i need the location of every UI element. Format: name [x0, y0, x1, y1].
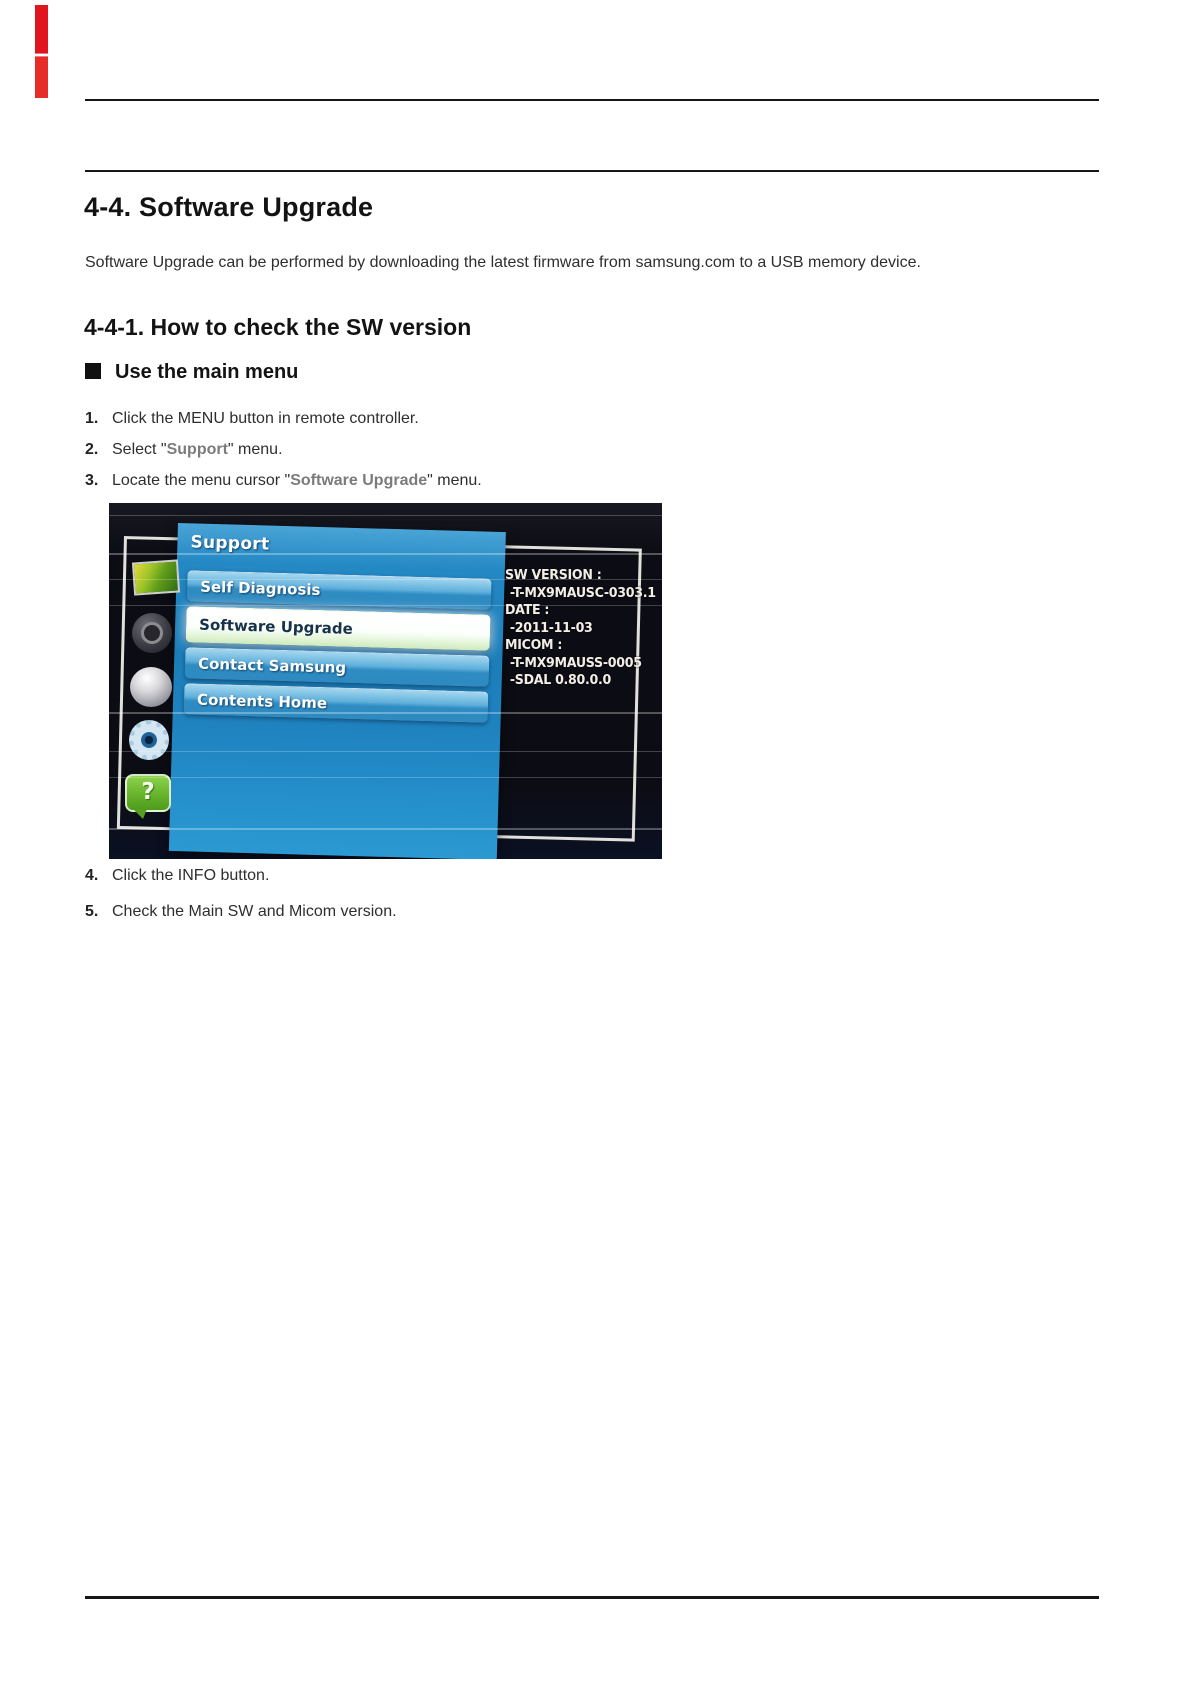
scan-line — [109, 712, 662, 714]
info-line: -2011-11-03 — [509, 620, 593, 636]
step-5 — [85, 903, 397, 921]
header-rule-top — [85, 99, 1099, 101]
step-emphasis: Support — [166, 441, 228, 458]
support-menu-panel — [169, 523, 506, 859]
info-line: MICOM : — [505, 638, 563, 653]
support-menu-title: Support — [190, 532, 270, 555]
menu-item-contact-samsung: Contact Samsung — [185, 647, 490, 686]
use-main-menu-label: Use the main menu — [115, 361, 299, 383]
settings-gear-icon — [129, 720, 169, 760]
step-number: 1. — [85, 410, 99, 427]
help-icon: ? — [125, 774, 171, 812]
step-text: Click the INFO button. — [112, 867, 270, 884]
section-intro: Software Upgrade can be performed by downloading the latest firmware from samsung.com to a USB memory device. — [85, 254, 921, 271]
scan-line — [109, 553, 662, 555]
info-line: -T-MX9MAUSC-0303.1 — [509, 585, 656, 601]
step-text: Locate the menu cursor " — [112, 472, 291, 489]
scan-line — [109, 828, 662, 830]
info-line: DATE : — [505, 603, 550, 618]
sound-icon — [132, 613, 172, 653]
step-text: Check the Main SW and Micom version. — [112, 903, 397, 920]
step-emphasis: Software Upgrade — [290, 472, 428, 489]
step-number: 5. — [85, 903, 99, 920]
scan-line — [109, 777, 662, 778]
use-main-menu-heading — [85, 361, 298, 384]
square-bullet-icon — [85, 363, 101, 379]
step-2: 2. Select "Support" menu. — [85, 441, 283, 458]
scan-line — [109, 579, 662, 580]
info-line: SW VERSION : — [505, 568, 602, 583]
subsection-title: 4-4-1. How to check the SW version — [84, 314, 472, 340]
info-line: -SDAL 0.80.0.0 — [509, 673, 611, 688]
menu-item-software-upgrade: Software Upgrade — [186, 606, 491, 650]
scan-line — [109, 515, 662, 516]
menu-item-contents-home: Contents Home — [184, 683, 489, 722]
step-1 — [85, 410, 419, 428]
support-menu-list — [184, 570, 492, 727]
sw-version-info — [505, 567, 656, 690]
header-rule-bottom — [85, 170, 1099, 172]
step-number: 2. — [85, 441, 99, 458]
step-number: 4. — [85, 867, 99, 884]
section-title: 4-4. Software Upgrade — [84, 192, 374, 222]
scan-line — [109, 751, 662, 752]
channel-icon — [130, 667, 172, 707]
step-text: Click the MENU button in remote controller. — [112, 410, 419, 427]
step-3: 3. Locate the menu cursor "Software Upgrade" menu. — [85, 472, 482, 489]
footer-rule — [85, 1596, 1099, 1599]
scan-line — [109, 605, 662, 606]
step-text: Select " — [112, 441, 167, 458]
tv-menu-photo — [109, 503, 662, 859]
red-margin-mark — [35, 5, 48, 98]
step-number: 3. — [85, 472, 99, 489]
picture-icon — [132, 559, 180, 595]
step-4 — [85, 867, 269, 885]
menu-item-self-diagnosis: Self Diagnosis — [187, 570, 492, 609]
info-line: -T-MX9MAUSS-0005 — [509, 655, 642, 671]
